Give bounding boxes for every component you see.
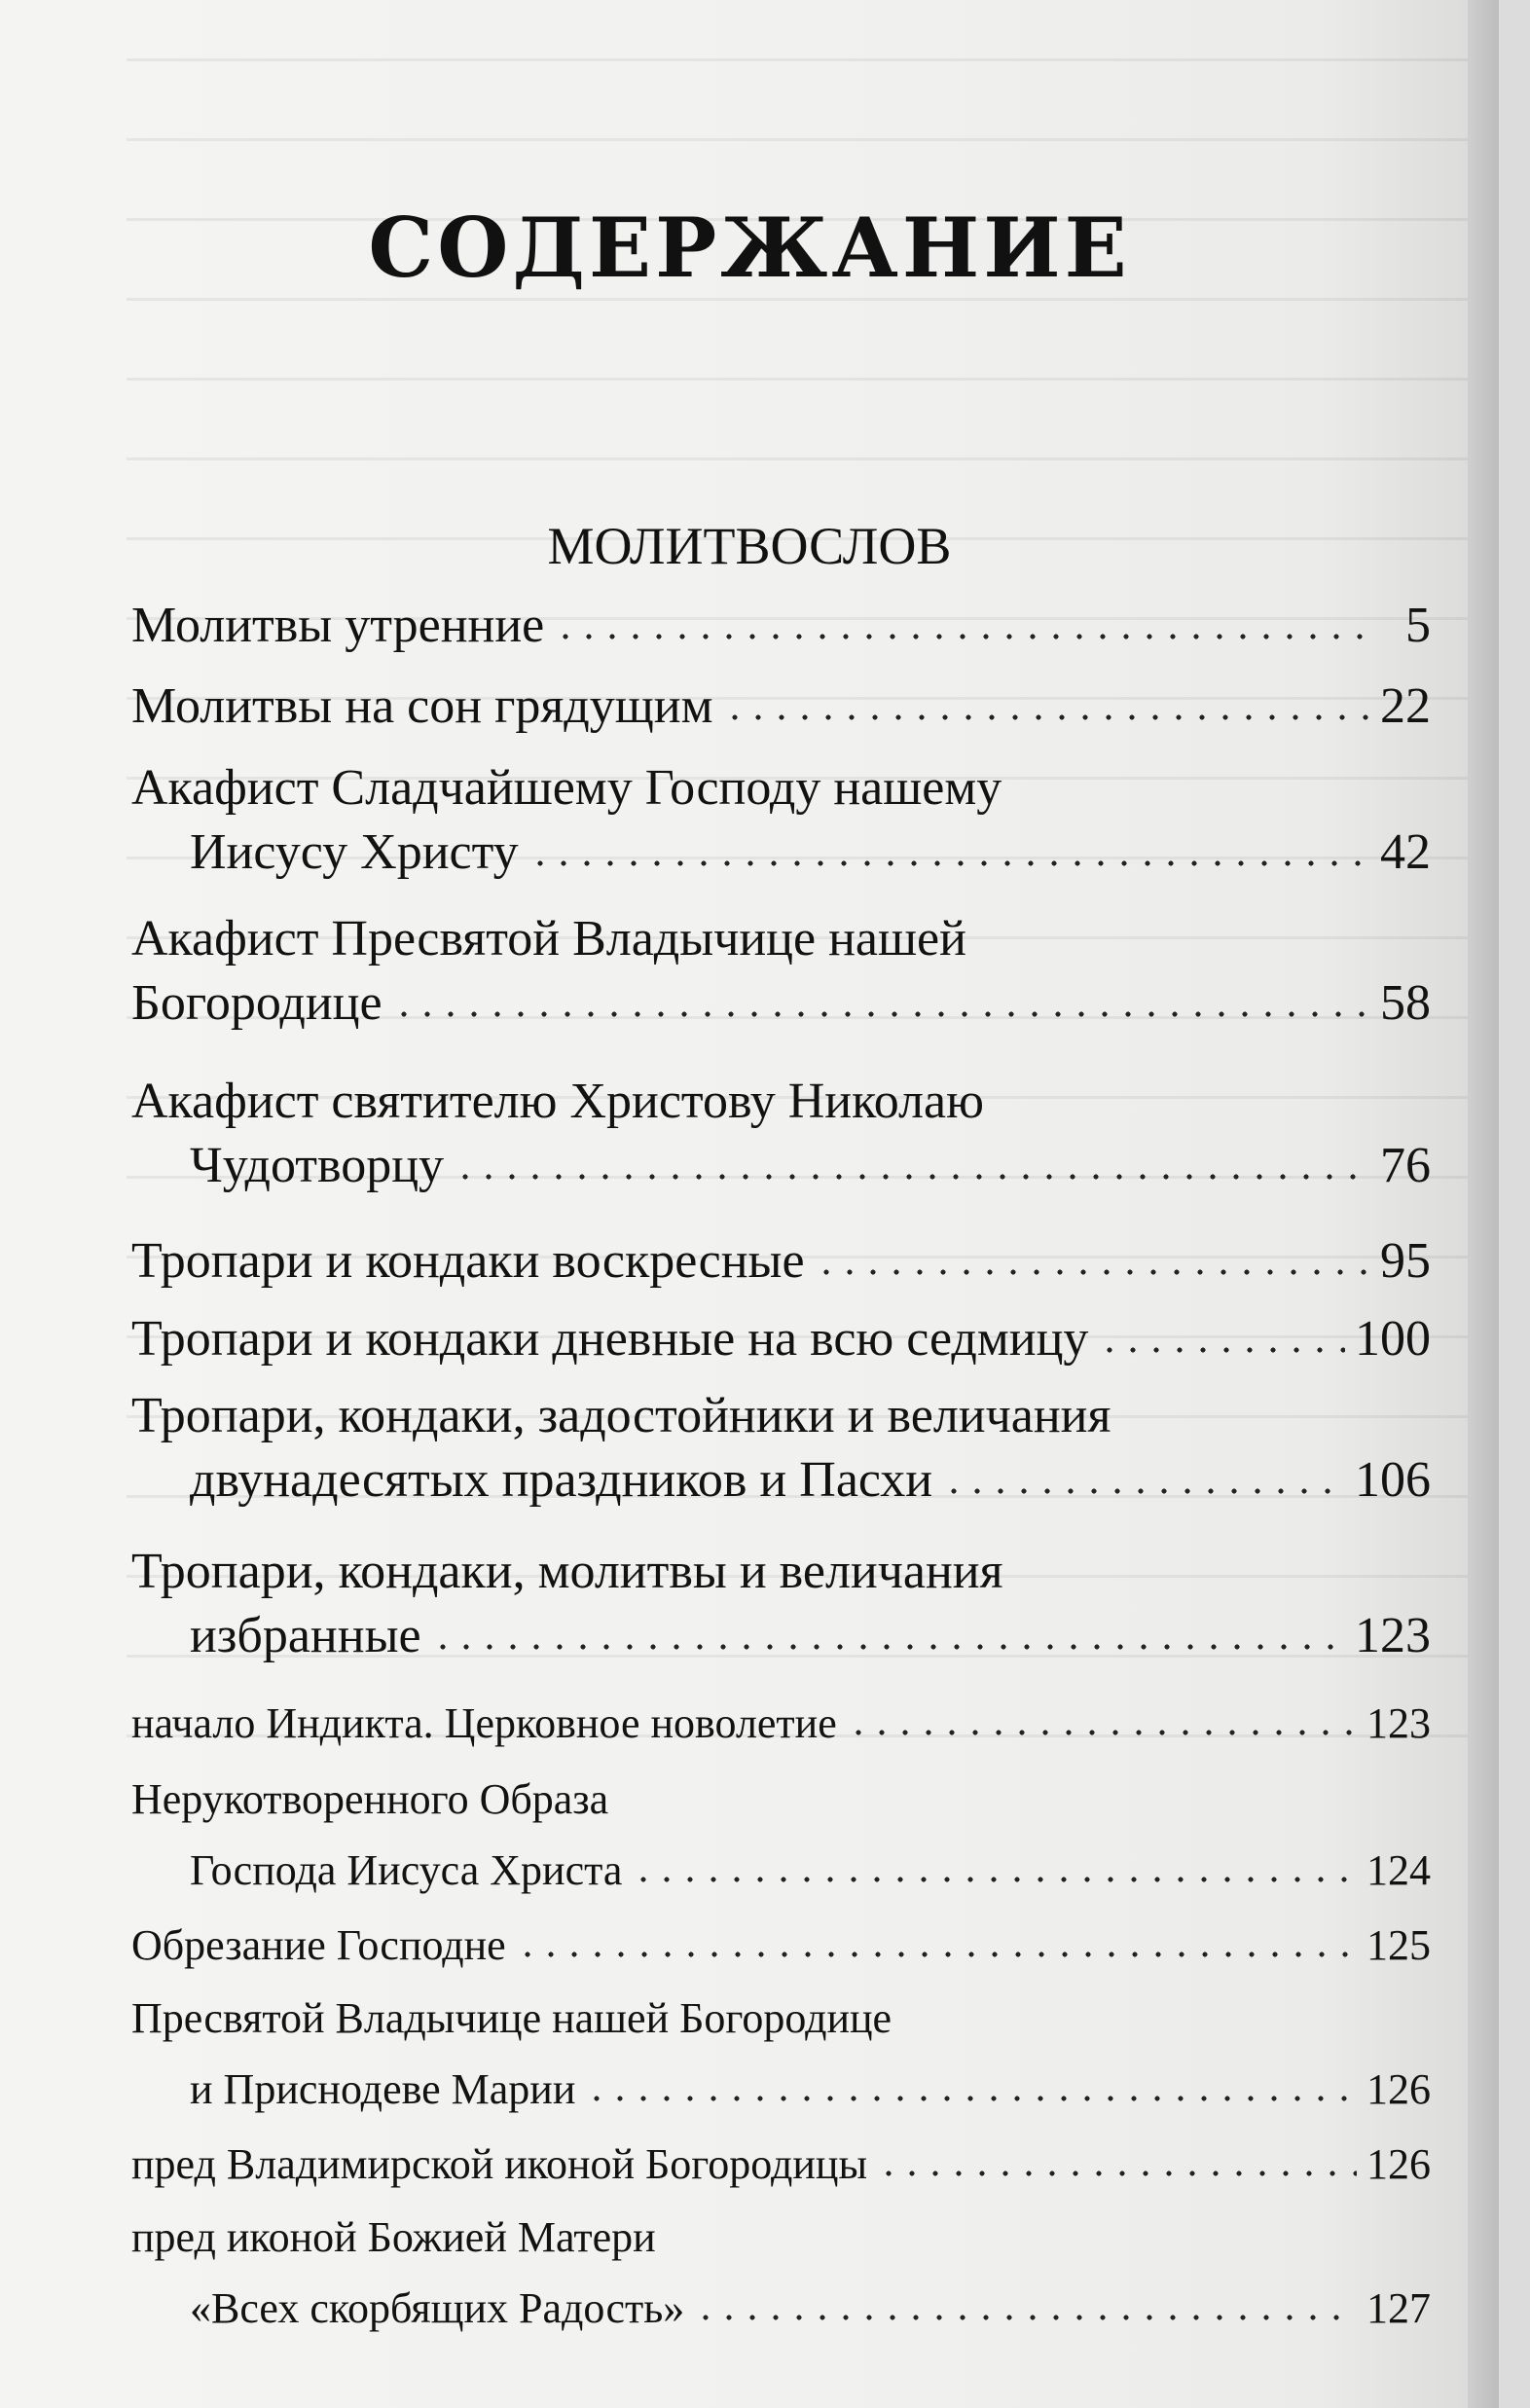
- toc-entry: [131, 2212, 1431, 2333]
- toc-page-number: 123: [1355, 1607, 1431, 1663]
- toc-entry: [131, 759, 1431, 881]
- toc-entry-title: Тропари и кондаки воскресные: [131, 1232, 805, 1289]
- toc-entry: [131, 2139, 1431, 2189]
- toc-entry-title-continued: Чудотворцу: [190, 1137, 445, 1193]
- toc-entry-title: начало Индикта. Церковное новолетие: [131, 1699, 837, 1747]
- dot-leader: [694, 2283, 1357, 2322]
- toc-entry-title: Акафист Сладчайшему Господу нашему: [131, 760, 1002, 816]
- toc-entry-title: пред иконой Божией Матери: [131, 2213, 656, 2261]
- toc-entry: [131, 1543, 1431, 1664]
- toc-entry-title: Тропари и кондаки дневные на всю седмицу: [131, 1310, 1089, 1367]
- toc-page-number: 22: [1380, 677, 1431, 734]
- dot-leader: [554, 596, 1374, 641]
- toc-page-number: 126: [1366, 2140, 1431, 2188]
- toc-page-number: 126: [1366, 2065, 1431, 2113]
- toc-entry-title: Акафист Пресвятой Владычице нашей: [131, 911, 966, 967]
- dot-leader: [847, 1698, 1357, 1737]
- toc-entry-title: Обрезание Господне: [131, 1921, 506, 1969]
- toc-page-number: 123: [1366, 1699, 1431, 1747]
- dot-leader: [632, 1845, 1357, 1884]
- toc-page-number: 127: [1366, 2284, 1431, 2332]
- toc-entry: [131, 1993, 1431, 2114]
- dot-leader: [431, 1606, 1345, 1652]
- toc-entry: [131, 596, 1431, 654]
- toc-entry-title-continued: и Приснодеве Марии: [190, 2065, 576, 2113]
- toc-entry-title: пред Владимирской иконой Богородицы: [131, 2140, 868, 2188]
- toc-page-number: 106: [1355, 1451, 1431, 1508]
- toc-entry-title-continued: «Всех скорбящих Радость»: [190, 2284, 685, 2332]
- toc-entry: [131, 1920, 1431, 1970]
- toc-page-number: 124: [1366, 1846, 1431, 1894]
- toc-entry: [131, 1387, 1431, 1509]
- page-title: СОДЕРЖАНИЕ: [368, 200, 1131, 296]
- toc-page-number: 5: [1405, 597, 1431, 653]
- toc-entry: [131, 1231, 1431, 1290]
- toc-page-number: 95: [1380, 1232, 1431, 1289]
- dot-leader: [528, 822, 1370, 868]
- toc-entry-title: Пресвятой Владычице нашей Богородице: [131, 1994, 892, 2042]
- toc-page-number: 76: [1380, 1137, 1431, 1193]
- toc-page-number: 42: [1380, 823, 1431, 880]
- toc-entry-title: Акафист святителю Христову Николаю: [131, 1074, 984, 1129]
- toc-entry-title-continued: двунадесятых праздников и Пасхи: [190, 1451, 933, 1508]
- toc-entry-title: Нерукотворенного Образа: [131, 1775, 609, 1823]
- toc-entry-title-continued: избранные: [190, 1607, 421, 1663]
- dot-leader: [585, 2064, 1357, 2103]
- toc-entry-title-continued: Господа Иисуса Христа: [190, 1846, 623, 1894]
- toc-entry-title: Тропари, кондаки, молитвы и величания: [131, 1544, 1003, 1599]
- dot-leader: [815, 1231, 1370, 1277]
- toc-page-number: 125: [1366, 1921, 1431, 1969]
- toc-entry-title-continued: Иисусу Христу: [190, 823, 519, 880]
- toc-page-number: 100: [1355, 1310, 1431, 1367]
- dot-leader: [723, 676, 1370, 722]
- toc-entry-title: Молитвы на сон грядущим: [131, 677, 713, 734]
- toc-entry-title: Молитвы утренние: [131, 597, 545, 653]
- toc-entry: [131, 1309, 1431, 1368]
- toc-entry: [131, 910, 1431, 1032]
- dot-leader: [877, 2139, 1357, 2178]
- dot-leader: [942, 1450, 1345, 1496]
- dot-leader: [454, 1136, 1370, 1182]
- toc-entry-title: Тропари, кондаки, задостойники и величания: [131, 1388, 1111, 1443]
- section-title: МОЛИТВОСЛОВ: [547, 517, 952, 575]
- toc-entry: [131, 1073, 1431, 1194]
- toc-entry-title-continued: Богородице: [131, 974, 382, 1031]
- toc-entry: [131, 1774, 1431, 1895]
- dot-leader: [516, 1920, 1357, 1959]
- page-edge-shadow: [1468, 0, 1499, 2408]
- toc-entry: [131, 676, 1431, 735]
- dot-leader: [392, 973, 1370, 1019]
- toc-entry: [131, 1698, 1431, 1748]
- dot-leader: [1098, 1309, 1345, 1355]
- toc-page-number: 58: [1380, 974, 1431, 1031]
